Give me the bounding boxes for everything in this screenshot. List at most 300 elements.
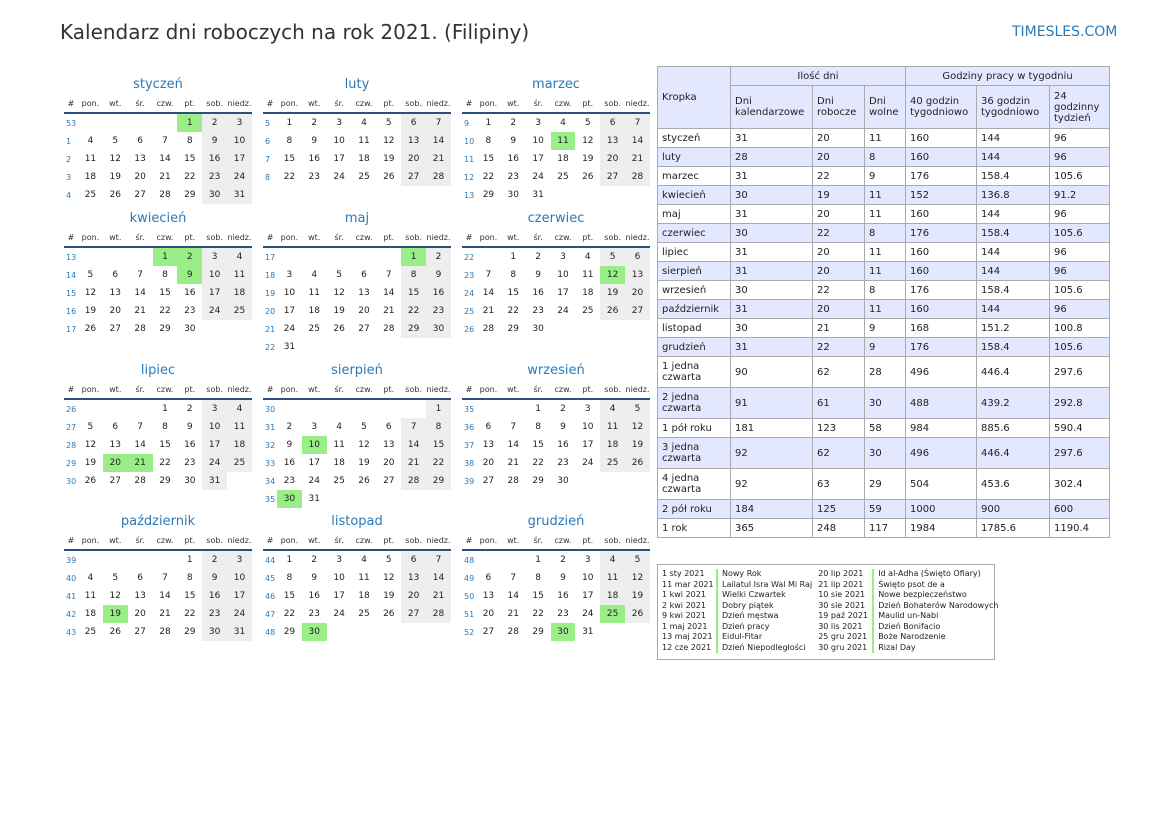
day-cell: 25 [600,454,625,472]
weekday-header: wt. [103,228,128,247]
week-row [462,587,650,605]
month-table [263,94,451,186]
day-cell: 6 [112,270,119,280]
day-cell: 15 [184,154,196,164]
holiday-item [818,580,998,591]
stat-value-cell: 22 [813,224,865,243]
day-cell: 13 [358,288,370,298]
weekday-header: pt. [177,228,202,247]
day-cell: 1 [535,555,541,565]
day-cell: 13 [625,266,650,284]
weekday-header: czw. [153,531,178,550]
weekday-header: niedz. [426,228,451,247]
day-cell: 24 [202,454,227,472]
day-cell: 4 [311,270,318,280]
day-cell: 13 [383,440,395,450]
week-row [263,284,451,302]
weekday-header: śr. [128,94,153,113]
day-cell: 5 [385,555,392,565]
hours-36-header: 36 godzin tygodniowo [977,86,1050,129]
day-cell [352,338,377,356]
holiday-item [818,622,998,633]
day-cell: 21 [401,454,426,472]
day-cell [600,623,625,641]
day-cell: 4 [600,399,625,418]
week-number: 16 [66,306,77,316]
stat-value-cell: 184 [731,500,813,519]
day-cell: 19 [625,587,650,605]
stat-value-cell: 31 [731,129,813,148]
week-number: 6 [265,136,271,146]
month-table [462,228,650,338]
day-cell: 10 [333,573,345,583]
stat-value-cell: 453.6 [977,469,1050,500]
week-number-header: # [263,228,277,247]
stat-value-cell: 20 [813,262,865,281]
weekday-header: wt. [501,94,526,113]
weekday-header: pt. [376,380,401,399]
stat-value-cell: 31 [731,167,813,186]
day-cell: 31 [582,627,594,637]
holiday-name: Maulid un-Nabi [872,611,938,622]
day-cell: 5 [336,270,342,280]
week-number: 4 [66,190,72,200]
stat-value-cell: 21 [813,319,865,338]
month-calendar [263,362,451,508]
stat-value-cell: 504 [906,469,977,500]
day-cell: 11 [84,154,97,164]
day-cell: 16 [507,154,519,164]
week-number: 3 [66,172,72,182]
day-cell: 30 [426,320,451,338]
day-cell: 9 [311,573,318,583]
holiday-date: 2 kwi 2021 [662,600,706,610]
day-cell: 8 [535,422,541,432]
day-cell [426,490,451,508]
month-calendar [263,513,451,641]
stat-value-cell: 144 [977,243,1050,262]
day-cell: 24 [227,168,252,186]
day-cell: 13 [401,569,426,587]
day-cell: 1 [510,252,517,262]
day-cell: 12 [109,591,121,601]
day-cell: 22 [184,609,196,619]
holiday-day-cell: 1 [153,247,178,266]
period-cell: grudzień [658,338,731,357]
stat-value-cell: 96 [1050,300,1110,319]
day-cell: 27 [383,476,395,486]
day-cell: 21 [159,609,171,619]
stat-value-cell: 20 [813,300,865,319]
day-cell: 11 [600,569,625,587]
week-number: 30 [66,476,77,486]
month-name: grudzień [527,514,585,529]
day-cell: 17 [202,436,227,454]
week-row [263,302,451,320]
stat-value-cell: 158.4 [977,224,1050,243]
stat-value-cell: 29 [865,469,906,500]
day-cell [600,472,625,490]
day-cell [600,320,625,338]
day-cell: 12 [625,569,650,587]
stat-value-cell: 8 [865,224,906,243]
week-row [263,113,451,132]
day-cell: 29 [532,627,544,637]
day-cell: 28 [383,324,395,334]
day-cell: 28 [134,476,146,486]
day-cell: 25 [557,172,569,182]
week-row [263,587,451,605]
day-cell: 4 [584,252,591,262]
day-cell: 14 [426,569,451,587]
week-row [64,399,252,418]
day-cell: 16 [308,154,320,164]
weekday-header: wt. [501,380,526,399]
day-cell: 1 [286,118,293,128]
weekday-header: wt. [103,531,128,550]
day-cell: 27 [482,476,495,486]
stat-value-cell: 123 [813,419,865,438]
holiday-date: 9 kwi 2021 [662,611,706,620]
holiday-date: 13 maj 2021 [662,632,713,641]
stat-value-cell: 30 [731,224,813,243]
weekday-header: pon. [277,94,302,113]
day-cell: 17 [227,587,252,605]
day-cell: 27 [109,476,121,486]
day-cell: 8 [535,573,541,583]
weekday-header: śr. [327,94,352,113]
day-cell: 23 [184,458,196,468]
day-cell: 23 [308,172,320,182]
stat-value-cell: 8 [865,148,906,167]
day-cell: 22 [159,306,171,316]
week-number: 15 [66,288,77,298]
week-number: 1 [66,136,72,146]
day-cell [202,320,227,338]
day-cell: 3 [202,247,227,266]
day-cell: 28 [159,627,171,637]
weekday-header: wt. [501,228,526,247]
holiday-name: Wielki Czwartek [716,590,786,601]
day-cell: 9 [186,422,193,432]
weekday-header: niedz. [227,380,252,399]
weekday-header: sob. [600,228,625,247]
brand-link[interactable]: TIMESLES.COM [1012,24,1118,40]
day-cell: 13 [134,591,146,601]
weekday-header: czw. [551,228,576,247]
holiday-column [818,569,998,655]
day-cell: 7 [401,418,426,436]
weekday-header: śr. [327,380,352,399]
stat-value-cell: 365 [731,519,813,538]
day-cell: 4 [227,399,252,418]
day-cell: 26 [358,476,370,486]
day-cell: 15 [482,154,495,164]
weekday-header: wt. [302,380,327,399]
period-cell: czerwiec [658,224,731,243]
week-number-header: # [64,380,78,399]
day-cell: 5 [385,118,392,128]
stat-value-cell: 11 [865,129,906,148]
working-days-table [657,66,1110,538]
day-cell: 17 [283,306,296,316]
week-number-header: # [64,531,78,550]
day-cell: 19 [600,284,625,302]
weekday-header: pon. [277,228,302,247]
holiday-name: Boże Narodzenie [872,632,945,643]
day-cell: 31 [227,623,252,641]
day-cell: 6 [600,113,625,132]
week-number: 34 [265,476,276,486]
week-number: 17 [66,324,77,334]
week-number: 20 [265,306,276,316]
day-cell: 29 [507,324,519,334]
stat-value-cell: 62 [813,438,865,469]
day-cell: 13 [109,440,121,450]
stat-value-cell: 22 [813,338,865,357]
day-cell [227,320,252,338]
day-cell: 22 [283,172,296,182]
day-cell: 6 [401,550,426,569]
week-number: 13 [66,252,77,262]
week-row [462,266,650,284]
month-name: styczeń [133,77,183,92]
holiday-item [818,632,998,643]
week-row [64,418,252,436]
day-cell: 31 [202,472,227,490]
month-name: listopad [331,514,383,529]
week-number: 17 [265,252,276,262]
day-cell [327,338,352,356]
day-cell: 22 [426,454,451,472]
day-cell: 18 [84,172,97,182]
period-cell: 2 pół roku [658,500,731,519]
month-table [64,531,252,641]
day-cell: 7 [162,573,168,583]
day-cell: 28 [426,605,451,623]
day-cell: 5 [584,118,591,128]
day-cell: 12 [625,418,650,436]
stat-value-cell: 30 [865,388,906,419]
weekday-header: niedz. [426,531,451,550]
week-row [462,436,650,454]
weekday-header: śr. [327,228,352,247]
holiday-date: 1 maj 2021 [662,621,708,631]
day-cell: 6 [401,113,426,132]
day-cell: 15 [532,440,544,450]
day-cell [302,338,327,356]
holiday-date: 1 sty 2021 [662,569,705,578]
day-cell: 8 [162,422,168,432]
week-number: 27 [66,422,77,432]
weekday-header: sob. [202,228,227,247]
weekday-header: sob. [401,380,426,399]
week-row [64,132,252,150]
day-cell: 30 [202,623,227,641]
stat-value-cell: 9 [865,338,906,357]
holiday-day-cell: 2 [177,247,202,266]
day-cell: 16 [184,440,196,450]
day-cell [153,550,178,569]
day-cell: 6 [137,136,143,146]
holiday-day-cell: 10 [302,436,327,454]
holiday-day-cell: 30 [551,623,576,641]
weekday-header: czw. [153,380,178,399]
day-cell: 2 [311,118,318,128]
week-row [263,418,451,436]
stat-value-cell: 61 [813,388,865,419]
stat-value-cell: 176 [906,224,977,243]
week-row [462,550,650,569]
holiday-name: Id al-Adha (Święto Ofiary) [872,569,981,580]
day-cell: 17 [202,284,227,302]
day-cell: 3 [311,422,318,432]
holiday-day-cell: 1 [177,113,202,132]
stat-value-cell: 181 [731,419,813,438]
week-number-header: # [64,94,78,113]
stats-row [658,186,1110,205]
weekday-header: pon. [277,380,302,399]
day-cell: 10 [532,136,544,146]
day-cell: 29 [159,476,171,486]
week-row [263,320,451,338]
day-cell: 29 [532,476,544,486]
week-number: 7 [265,154,271,164]
day-cell: 2 [202,113,227,132]
day-cell: 11 [308,288,320,298]
day-cell: 17 [557,288,569,298]
day-cell: 23 [507,172,519,182]
weekday-header: niedz. [625,531,650,550]
weekday-header: niedz. [227,531,252,550]
holiday-item [818,611,998,622]
holiday-day-cell: 11 [551,132,576,150]
stat-value-cell: 20 [813,148,865,167]
day-cell: 8 [186,573,193,583]
weekday-header: sob. [202,380,227,399]
week-row [462,399,650,418]
holiday-day-cell: 19 [103,605,128,623]
week-number: 45 [265,573,276,583]
stat-value-cell: 144 [977,300,1050,319]
day-cell: 16 [557,591,569,601]
day-cell: 30 [532,324,544,334]
week-number-header: # [462,380,476,399]
day-cell: 31 [227,186,252,204]
stat-value-cell: 168 [906,319,977,338]
stat-value-cell: 31 [731,205,813,224]
day-cell: 10 [557,270,569,280]
week-number: 46 [265,591,276,601]
day-cell: 5 [87,422,94,432]
holiday-date: 19 paź 2021 [818,611,868,620]
day-cell [625,320,650,338]
day-cell: 16 [308,591,320,601]
day-cell [78,247,103,266]
week-row [462,418,650,436]
day-cell: 3 [336,555,342,565]
hours-24-header: 24 godzinny tydzień [1050,86,1110,129]
day-cell: 7 [426,113,451,132]
week-number: 11 [464,154,475,164]
day-cell: 20 [401,587,426,605]
week-row [263,472,451,490]
weekday-header: pon. [78,380,103,399]
day-cell [327,247,352,266]
stat-value-cell: 28 [731,148,813,167]
stat-value-cell: 105.6 [1050,281,1110,300]
holiday-item [818,569,998,580]
weekday-header: pt. [575,531,600,550]
day-cell: 14 [507,440,519,450]
week-row [263,490,451,508]
week-row [263,338,451,356]
stat-value-cell: 91.2 [1050,186,1110,205]
day-cell: 22 [401,302,426,320]
stat-value-cell: 96 [1050,243,1110,262]
stats-row [658,167,1110,186]
day-cell: 14 [134,440,146,450]
day-cell: 2 [286,422,293,432]
day-cell: 31 [308,494,320,504]
week-number: 38 [464,458,475,468]
day-cell: 29 [283,627,296,637]
day-cell: 11 [582,270,594,280]
stat-value-cell: 297.6 [1050,357,1110,388]
day-cell: 16 [557,440,569,450]
weekday-header: czw. [551,94,576,113]
stat-value-cell: 984 [906,419,977,438]
stat-value-cell: 96 [1050,129,1110,148]
day-cell: 28 [401,472,426,490]
holiday-item [662,569,812,580]
day-cell: 7 [510,573,517,583]
day-cell: 24 [333,172,345,182]
stat-value-cell: 8 [865,281,906,300]
day-cell: 5 [600,247,625,266]
day-cell: 13 [482,440,495,450]
holiday-name: Dzień Bonifacio [872,622,940,633]
day-cell: 1 [485,118,492,128]
day-cell: 3 [286,270,293,280]
month-calendar [64,362,252,490]
holiday-day-cell: 30 [277,490,302,508]
day-cell: 9 [202,132,227,150]
day-cell: 26 [84,324,97,334]
week-number: 41 [66,591,77,601]
stat-value-cell: 125 [813,500,865,519]
day-cell: 7 [137,270,143,280]
day-cell: 16 [532,288,544,298]
day-cell: 24 [582,609,594,619]
month-name: wrzesień [527,363,585,378]
holiday-date: 10 sie 2021 [818,590,866,599]
day-cell: 14 [401,436,426,454]
day-cell: 10 [227,569,252,587]
day-cell: 15 [532,591,544,601]
week-row [462,623,650,641]
week-row [263,454,451,472]
day-cell: 23 [557,458,569,468]
day-cell [352,399,377,418]
day-cell: 21 [134,306,146,316]
week-row [64,569,252,587]
day-cell: 9 [510,136,517,146]
week-number: 26 [464,324,475,334]
day-cell: 28 [507,476,519,486]
week-row [263,436,451,454]
stats-row [658,500,1110,519]
